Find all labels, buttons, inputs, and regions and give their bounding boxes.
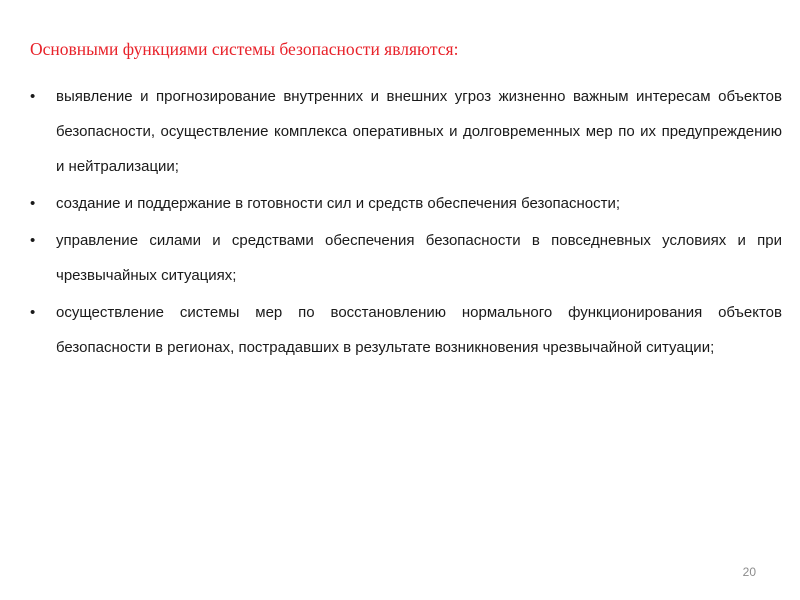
bullet-icon: • — [30, 304, 36, 321]
list-item-text: управление силами и средствами обеспечения безопасности в повседневных условиях и при чрезвычайных ситуациях; — [56, 232, 782, 284]
bullet-list — [30, 79, 782, 367]
list-item — [30, 79, 782, 184]
list-item-text: осуществление системы мер по восстановлению нормального функционирования объектов безопасности в регионах, пострадавших в результате возникновения чрезвычайной ситуации; — [56, 304, 782, 356]
list-item — [30, 295, 782, 365]
page-number: 20 — [742, 565, 756, 579]
list-item — [30, 186, 782, 221]
list-item — [30, 223, 782, 293]
bullet-icon: • — [30, 195, 36, 212]
bullet-icon: • — [30, 232, 36, 249]
list-item-text: создание и поддержание в готовности сил и средств обеспечения безопасности; — [56, 195, 621, 212]
slide-title: Основными функциями системы безопасности являются: — [30, 39, 459, 59]
bullet-icon: • — [30, 88, 36, 105]
list-item-text: выявление и прогнозирование внутренних и внешних угроз жизненно важным интересам объектов безопасности, осуществление комплекса оперативных и долговременных мер по их предупреждению и нейтрализации; — [56, 88, 782, 175]
